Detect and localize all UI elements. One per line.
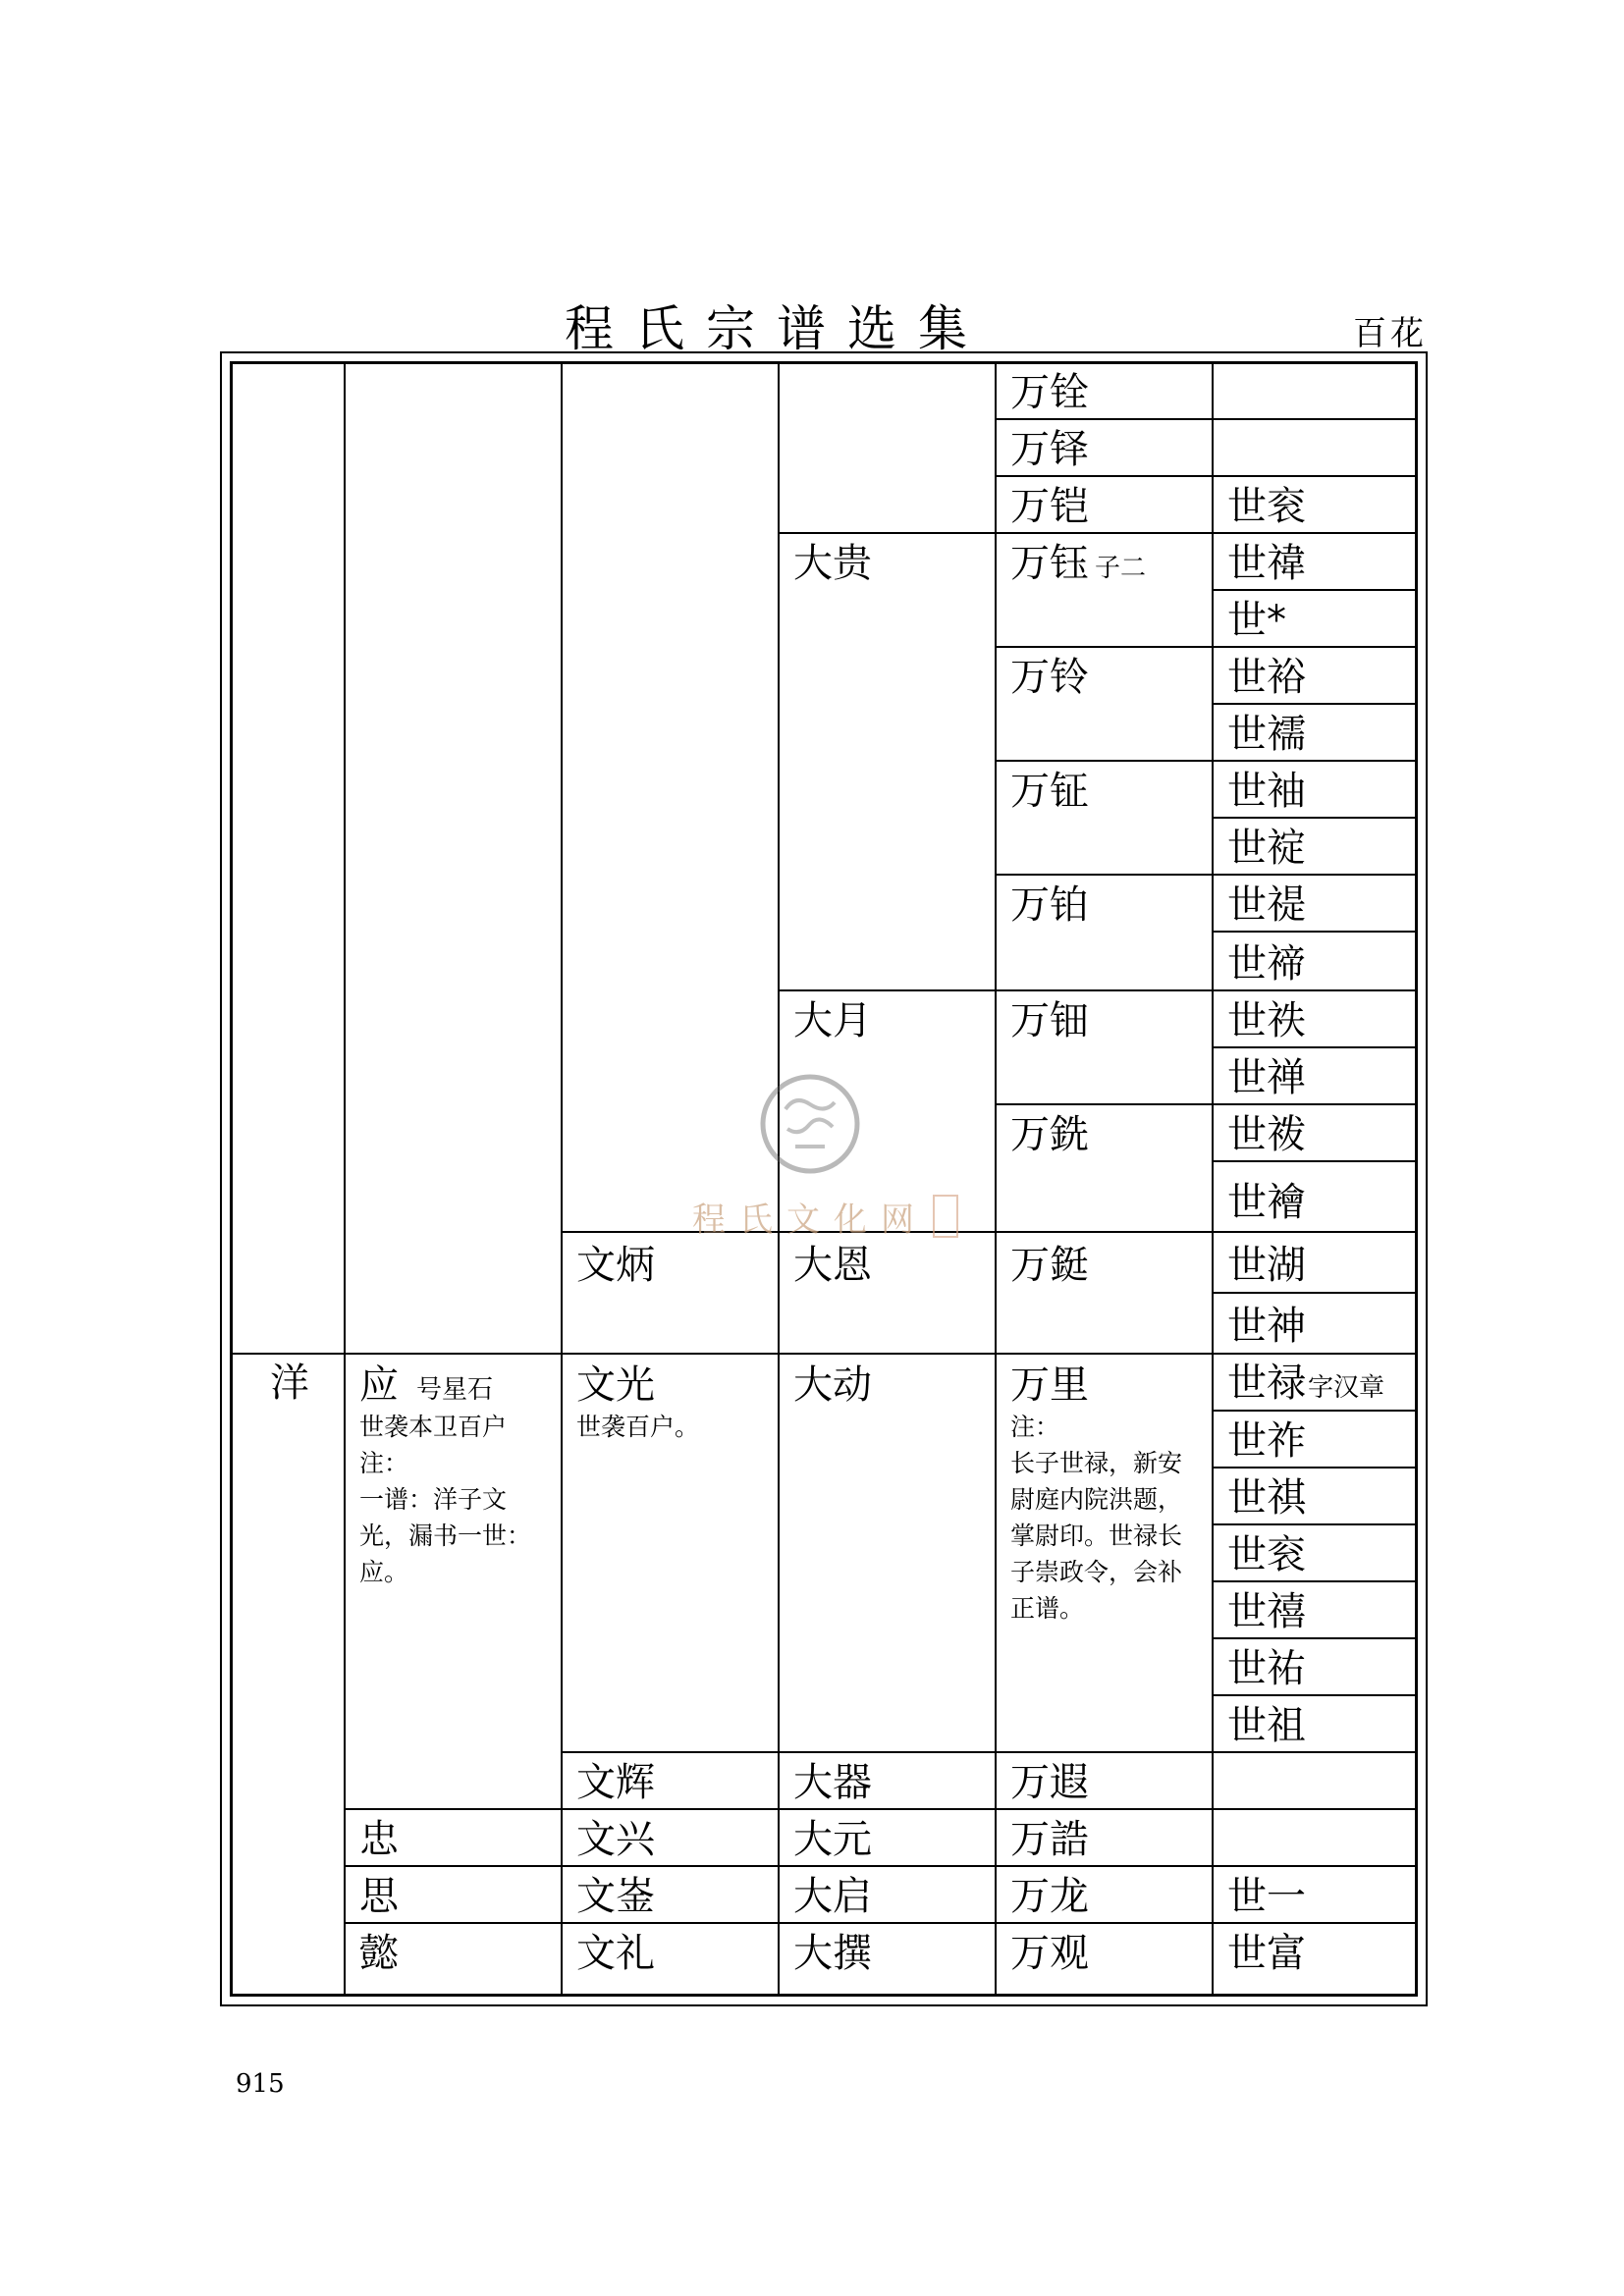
person-note: 世袭本卫百户 注： 一谱：洋子文 光，漏书一世： 应。: [359, 1413, 532, 1586]
name-cell: 万铎: [1010, 427, 1089, 472]
name-cell: 世湖: [1227, 1243, 1306, 1288]
name-cell: 万钿: [1010, 998, 1089, 1043]
name-cell: 大动: [793, 1362, 872, 1408]
name-cell: 世祑: [1227, 998, 1306, 1043]
name-cell: 世禕: [1227, 541, 1306, 586]
name-cell: 万誥: [1010, 1817, 1089, 1862]
name-cell: 文礼: [576, 1931, 655, 1976]
name-cell: 忠: [359, 1817, 399, 1862]
name-cell: 世禧: [1227, 1589, 1306, 1634]
name-cell: 世衮: [1227, 484, 1306, 529]
name-cell: 万遐: [1010, 1760, 1089, 1805]
name-cell: 万铨: [1010, 370, 1089, 415]
name-cell: 万钲: [1010, 769, 1089, 814]
name-cell: 世袖: [1227, 769, 1306, 814]
name-cell: 万里: [1010, 1362, 1089, 1408]
genealogy-table: [230, 361, 1418, 1997]
name-cell: 万龙: [1010, 1874, 1089, 1919]
name-cell: 世神: [1227, 1304, 1306, 1349]
name-cell: 懿: [359, 1931, 399, 1976]
name-cell: 文光: [576, 1362, 655, 1408]
name-cell: 文炳: [576, 1243, 655, 1288]
watermark-text: 程氏文化网: [692, 1201, 928, 1240]
name-cell: 世富: [1227, 1931, 1306, 1976]
name-cell: 世禄字汉章: [1227, 1361, 1385, 1406]
name-cell: 世袯: [1227, 1112, 1306, 1157]
name-cell: 洋: [270, 1361, 309, 1406]
name-cell: 万铠: [1010, 484, 1089, 529]
name-cell: 世襘: [1227, 1180, 1306, 1225]
name-cell: 文辉: [576, 1760, 655, 1805]
name-cell: 万铂: [1010, 882, 1089, 928]
name-cell: 文兴: [576, 1817, 655, 1862]
name-cell: 大贵: [793, 541, 872, 586]
section-tag: 百花: [1353, 314, 1428, 353]
name-cell: 大撰: [793, 1931, 872, 1976]
name-cell: 大月: [793, 998, 872, 1043]
name-cell: 思: [359, 1874, 399, 1919]
name-cell: 世裕: [1227, 655, 1306, 700]
name-cell: 世襦: [1227, 712, 1306, 757]
name-cell: 世禔: [1227, 882, 1306, 928]
name-cell: 世*: [1227, 598, 1286, 643]
watermark-stamp-icon: [933, 1195, 958, 1238]
name-cell: 大器: [793, 1760, 872, 1805]
name-cell: 世一: [1227, 1874, 1306, 1919]
person-note: 注： 长子世禄，新安 尉庭内院洪题， 掌尉印。世禄长 子崇政令，会补 正谱。: [1010, 1413, 1183, 1623]
name-cell: 万鋌: [1010, 1243, 1089, 1288]
name-cell: 文崟: [576, 1874, 655, 1919]
name-cell: 大恩: [793, 1243, 872, 1288]
page-title: 程氏宗谱选集: [565, 300, 989, 357]
name-cell: 万观: [1010, 1931, 1089, 1976]
name-cell: 大元: [793, 1817, 872, 1862]
name-cell: 世祐: [1227, 1646, 1306, 1691]
name-cell: 世祚: [1227, 1418, 1306, 1464]
genealogy-table-frame: [220, 351, 1428, 2006]
person-note: 世袭百户。: [576, 1413, 700, 1441]
name-cell: 应号星石: [359, 1362, 494, 1408]
name-cell: 万銑: [1010, 1112, 1089, 1157]
name-cell: 世禘: [1227, 941, 1306, 987]
name-cell: 大启: [793, 1874, 872, 1919]
name-cell: 世禅: [1227, 1055, 1306, 1100]
page-number: 915: [236, 2069, 285, 2099]
name-cell: 世祖: [1227, 1703, 1306, 1748]
name-cell: 万钰 子二: [1010, 541, 1147, 586]
name-cell: 世祺: [1227, 1475, 1306, 1521]
name-cell: 世衮: [1227, 1532, 1306, 1577]
watermark-seal-icon: [756, 1070, 864, 1178]
name-cell: 世䘺: [1227, 826, 1306, 871]
name-cell: 万铃: [1010, 655, 1089, 700]
